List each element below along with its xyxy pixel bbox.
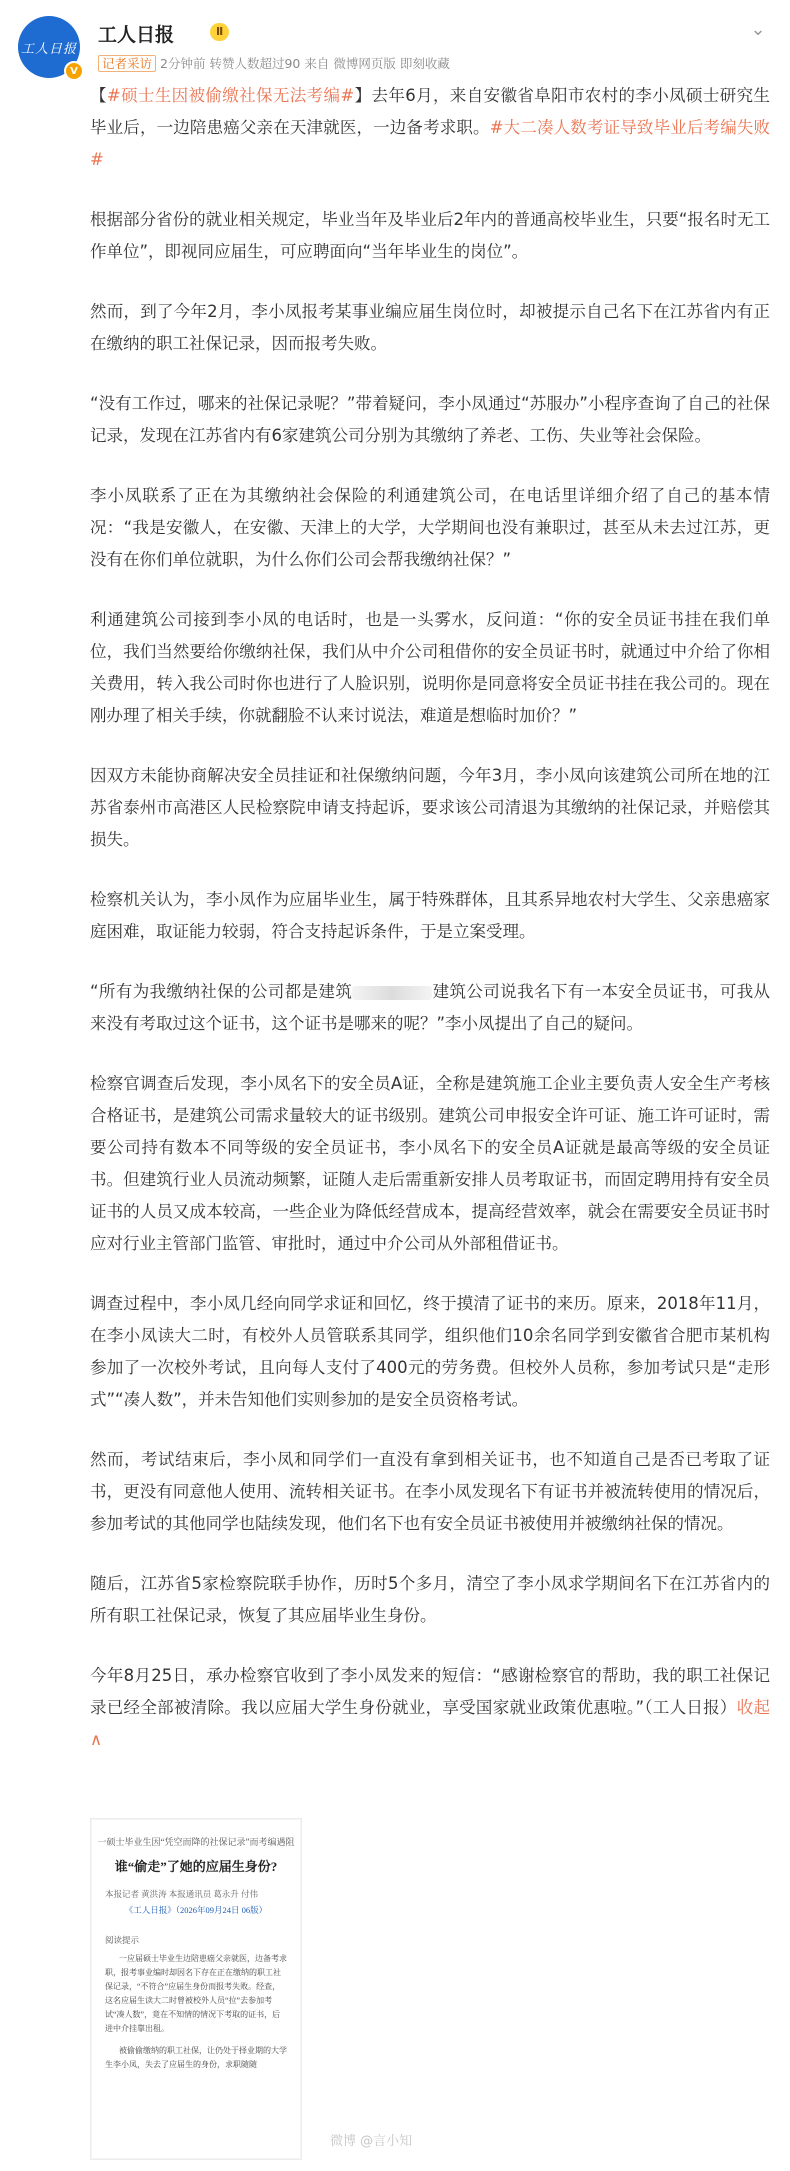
image-source: 《工人日报》（2026年09月24日 06版）: [124, 1905, 268, 1915]
paragraph-2: 根据部分省份的就业相关规定，毕业当年及毕业后2年内的普通高校毕业生，只要“报名时无工作单位”，即视同应届生，可应聘面向“当年毕业生的岗位”。: [90, 210, 770, 261]
paragraph-9-part-a: “所有为我缴纳社保的公司都是建筑: [90, 982, 353, 1001]
paragraph-13: 随后，江苏省5家检察院联手协作，历时5个多月，清空了李小凤求学期间名下在江苏省内的所有职工社保记录，恢复了其应届毕业生身份。: [90, 1574, 770, 1625]
image-paragraph-1: 一应届硕士毕业生边陪患癌父亲就医，边备考求职，报考事业编时却因名下存在正在缴纳的职工社保记录，“不符合”应届生身份而报考失败。经查，这名应届生读大二时曾被校外人员“拉”去参加考试“凑人数”，竟在不知情的情况下考取的证书，后进中介挂靠出租。: [105, 1954, 287, 2033]
paragraph-14-text: 今年8月25日，承办检察官收到了李小凤发来的短信：“感谢检察官的帮助，我的职工社保记录已经全部被清除。我以应届大学生身份就业，享受国家就业政策优惠啦。”（工人日报）: [90, 1666, 770, 1717]
paragraph-11: 调查过程中，李小凤几经向同学求证和回忆，终于摸清了证书的来历。原来，2018年11月，在李小凤读大二时，有校外人员管联系其同学，组织他们10余名同学到安徽省合肥市某机构参加了一次校外考试，且向每人支付了400元的劳务费。但校外人员称，参加考试只是“走形式”“凑人数”，并未告知他们实则参加的是安全员资格考试。: [90, 1294, 770, 1409]
paragraph-9-part-b: 建筑公司说我名下有一本安全员证书，可我从来没有考取过这个证书，这个证书是哪来的呢？”李小凤提出了自己的疑问。: [90, 982, 770, 1033]
paragraph-9: [90, 976, 770, 1040]
post-header: [18, 14, 778, 84]
topic-link-1[interactable]: #硕士生因被偷缴社保无法考编#: [106, 86, 355, 105]
post-meta: [98, 54, 454, 72]
paragraph-14: [90, 1660, 770, 1756]
image-kicker: 一硕士毕业生因“凭空而降的社保记录”而考编遇阻: [97, 1837, 295, 1847]
collapse-link[interactable]: 收起∧: [90, 1698, 770, 1749]
attached-image[interactable]: [90, 1818, 302, 2160]
paragraph-12: 然而，考试结束后，李小凤和同学们一直没有拿到相关证书，也不知道自己是否已考取了证书，更没有同意他人使用、流转相关证书。在李小凤发现名下有证书并被流转使用的情况后，参加考试的其他同学也陆续发现，他们名下也有安全员证书被使用并被缴纳社保的情况。: [90, 1450, 770, 1533]
image-paragraph-2: 被偷偷缴纳的职工社保，让仍处于择业期的大学生李小凤，失去了应届生的身份，求职随随: [105, 2046, 287, 2069]
paragraph-10: 检察官调查后发现，李小凤名下的安全员A证，全称是建筑施工企业主要负责人安全生产考核合格证书，是建筑公司需求量较大的证书级别。建筑公司申报安全许可证、施工许可证时，需要公司持有数本不同等级的安全员证书，李小凤名下的安全员A证就是最高等级的安全员证书。但建筑行业人员流动频繁，证随人走后需重新安排人员考取证书，而固定聘用持有安全员证书的人员又成本较高，一些企业为降低经营成本，提高经营效率，就会在需要安全员证书时应对行业主管部门监管、审批时，通过中介公司从外部租借证书。: [90, 1074, 770, 1253]
image-byline: 本报记者 黄洪涛 本报通讯员 葛永升 付伟: [105, 1889, 259, 1899]
meta-tag[interactable]: 记者采访: [98, 55, 156, 72]
post-time[interactable]: 2分钟前: [160, 56, 206, 71]
topic-link-2[interactable]: #大二凑人数考证导致毕业后考编失败#: [90, 118, 770, 169]
watermark: 微博 @言小知: [330, 2134, 413, 2149]
level-badge[interactable]: Ⅱ: [210, 23, 229, 41]
image-reading-tip: 阅读提示: [105, 1935, 140, 1945]
forward-count: 转赞人数超过90: [209, 56, 301, 71]
paragraph-8: 检察机关认为，李小凤作为应届毕业生，属于特殊群体，且其系异地农村大学生、父亲患癌家庭困难，取证能力较弱，符合支持起诉条件，于是立案受理。: [90, 890, 770, 941]
collect-link[interactable]: 即刻收藏: [399, 56, 450, 71]
chevron-down-icon[interactable]: ⌄: [750, 19, 766, 40]
post-source: 来自 微博网页版: [304, 56, 396, 71]
verified-icon: V: [64, 61, 84, 81]
account-name[interactable]: 工人日报: [98, 24, 175, 46]
paragraph-7: 因双方未能协商解决安全员挂证和社保缴纳问题，今年3月，李小凤向该建筑公司所在地的江苏省泰州市高港区人民检察院申请支持起诉，要求该公司清退为其缴纳的社保记录，并赔偿其损失。: [90, 766, 770, 849]
paragraph-1: 【#硕士生因被偷缴社保无法考编#】去年6月，来自安徽省阜阳市农村的李小凤硕士研究生毕业后，一边陪患癌父亲在天津就医，一边备考求职。#大二凑人数考证导致毕业后考编失败#: [90, 86, 771, 169]
avatar-logo: 工人日报: [20, 41, 77, 57]
post-body: [90, 80, 770, 1784]
image-headline: 谁“偷走”了她的应届生身份?: [114, 1859, 278, 1874]
paragraph-1-text: 去年6月，来自安徽省阜阳市农村的李小凤硕士研究生毕业后，一边陪患癌父亲在天津就医，一边备考求职。: [90, 86, 771, 137]
paragraph-6: 利通建筑公司接到李小凤的电话时，也是一头雾水，反问道：“你的安全员证书挂在我们单位，我们当然要给你缴纳社保，我们从中介公司租借你的安全员证书时，就通过中介给了你相关费用，转入我公司时你也进行了人脸识别，说明你是同意将安全员证书挂在我公司的。现在刚办理了相关手续，你就翻脸不认来讨说法，难道是想临时加价？”: [90, 610, 770, 725]
paragraph-3: 然而，到了今年2月，李小凤报考某事业编应届生岗位时，却被提示自己名下在江苏省内有正在缴纳的职工社保记录，因而报考失败。: [90, 302, 770, 353]
blurred-text: [352, 986, 432, 1000]
paragraph-4: “没有工作过，哪来的社保记录呢？”带着疑问，李小凤通过“苏服办”小程序查询了自己的社保记录，发现在江苏省内有6家建筑公司分别为其缴纳了养老、工伤、失业等社会保险。: [90, 394, 770, 445]
paragraph-5: 李小凤联系了正在为其缴纳社会保险的利通建筑公司，在电话里详细介绍了自己的基本情况：“我是安徽人，在安徽、天津上的大学，大学期间也没有兼职过，甚至从未去过江苏，更没有在你们单位就职，为什么你们公司会帮我缴纳社保？”: [90, 486, 770, 569]
